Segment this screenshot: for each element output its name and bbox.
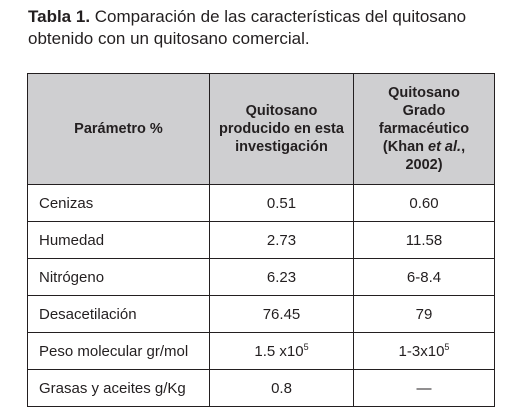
table-row	[28, 370, 495, 407]
row-name: Desacetilación	[28, 296, 210, 333]
row-value-investigation: 76.45	[210, 296, 354, 333]
row-value-investigation	[210, 333, 354, 370]
value-base: 1-3x10	[398, 342, 445, 360]
row-value-commercial: 11.58	[354, 222, 495, 259]
row-value-investigation: 0.51	[210, 185, 354, 222]
row-value-commercial	[354, 333, 495, 370]
row-value-commercial: —	[354, 370, 495, 407]
header-row	[28, 74, 495, 185]
table-row	[28, 185, 495, 222]
header-commercial	[354, 74, 495, 185]
row-name: Nitrógeno	[28, 259, 210, 296]
header-param: Parámetro %	[28, 74, 210, 185]
header-investigation-label: Quitosano producido en esta investigación	[219, 103, 344, 155]
value-exponent: 5	[444, 341, 450, 352]
header-commercial-line1: Quitosano	[388, 85, 460, 101]
row-name: Cenizas	[28, 185, 210, 222]
row-name: Grasas y aceites g/Kg	[28, 370, 210, 407]
comparison-table	[27, 73, 495, 407]
header-investigation	[210, 74, 354, 185]
table-row	[28, 333, 495, 370]
row-value-commercial: 0.60	[354, 185, 495, 222]
row-name: Peso molecular gr/mol	[28, 333, 210, 370]
header-commercial-ref-author: (Khan	[382, 139, 429, 155]
header-commercial-ref-etal: et al.	[428, 139, 462, 155]
row-value-investigation: 2.73	[210, 222, 354, 259]
caption-text: Comparación de las características del quitosano obtenido con un quitosano comercial.	[28, 7, 467, 48]
row-name: Humedad	[28, 222, 210, 259]
caption-label: Tabla 1.	[28, 7, 91, 26]
row-value-commercial: 79	[354, 296, 495, 333]
row-value-investigation: 6.23	[210, 259, 354, 296]
header-commercial-ref-year: 2002)	[405, 157, 443, 173]
value-exponent: 5	[303, 341, 309, 352]
header-commercial-line3: farmacéutico	[378, 121, 470, 137]
table-row	[28, 222, 495, 259]
row-value-commercial: 6-8.4	[354, 259, 495, 296]
table-row	[28, 259, 495, 296]
header-commercial-line2: Grado	[402, 103, 446, 119]
header-commercial-ref-comma: ,	[461, 139, 466, 155]
value-base: 1.5 x10	[254, 342, 304, 360]
row-value-investigation: 0.8	[210, 370, 354, 407]
table-caption	[28, 6, 498, 50]
table-row	[28, 296, 495, 333]
